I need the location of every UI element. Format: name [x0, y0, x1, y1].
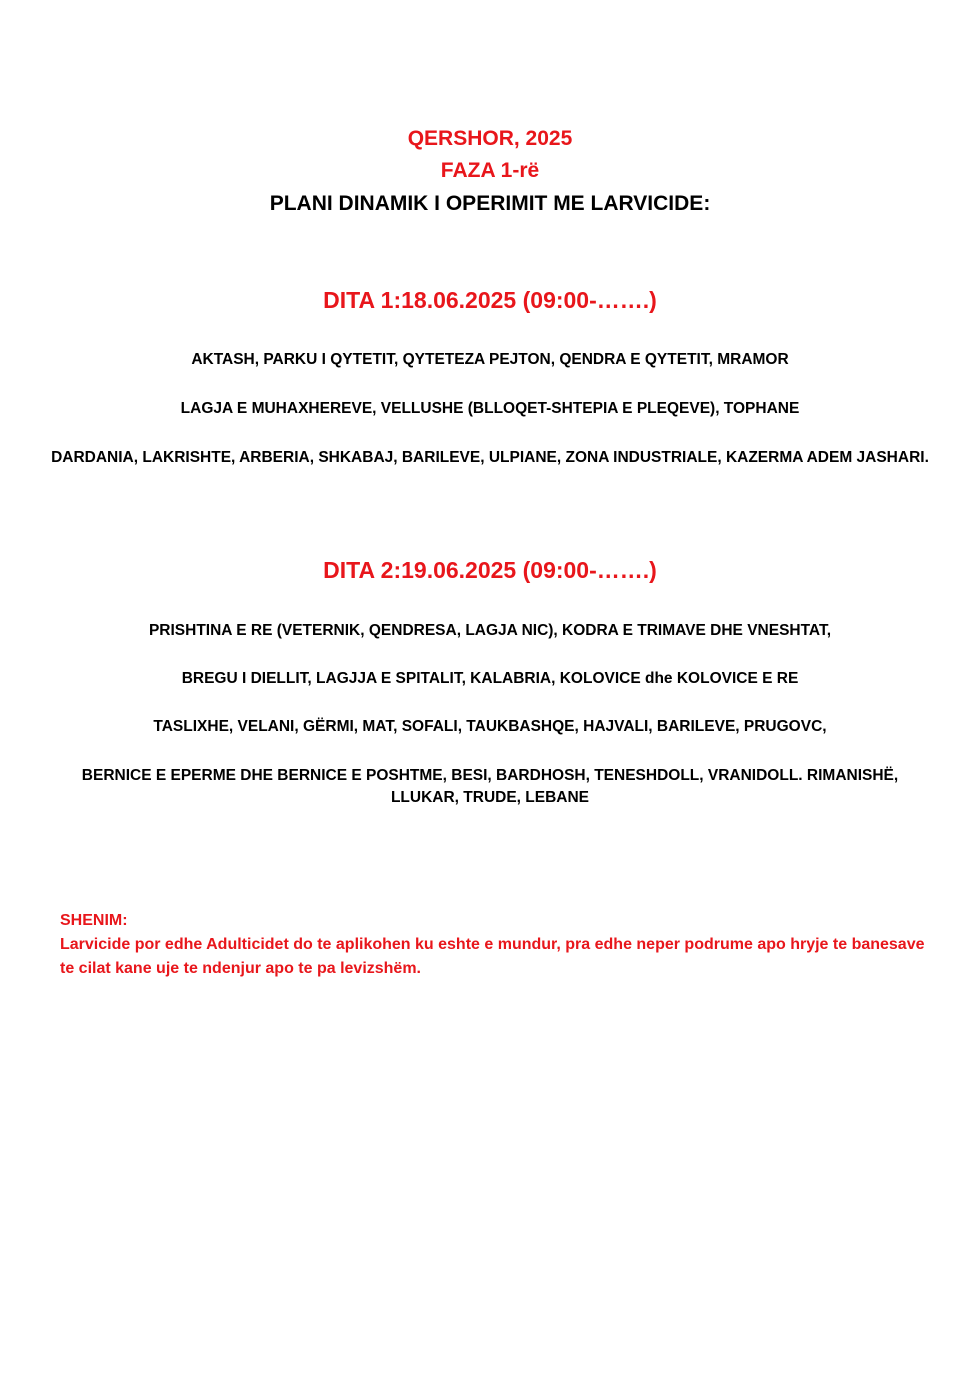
- note-text: Larvicide por edhe Adulticidet do te aplikohen ku eshte e mundur, pra edhe neper podrume apo hryje te banesave te cilat kane uje te ndenjur apo te pa levizshëm.: [60, 936, 925, 977]
- day2-area-line: TASLIXHE, VELANI, GËRMI, MAT, SOFALI, TAUKBASHQE, HAJVALI, BARILEVE, PRUGOVC,: [153, 718, 827, 735]
- day1-area-line: DARDANIA, LAKRISHTE, ARBERIA, SHKABAJ, BARILEVE, ULPIANE, ZONA INDUSTRIALE, KAZERMA ADEM JASHARI.: [51, 449, 929, 466]
- month-heading: QERSHOR, 2025: [407, 127, 573, 150]
- day2-area-line: BREGU I DIELLIT, LAGJJA E SPITALIT, KALABRIA, KOLOVICE dhe KOLOVICE E RE: [181, 670, 799, 687]
- day1-area-line: AKTASH, PARKU I QYTETIT, QYTETEZA PEJTON, QENDRA E QYTETIT, MRAMOR: [191, 351, 789, 368]
- day2-area-line: PRISHTINA E RE (VETERNIK, QENDRESA, LAGJA NIC), KODRA E TRIMAVE DHE VNESHTAT,: [148, 622, 832, 639]
- note-label: SHENIM:: [60, 912, 128, 929]
- day2-area-line: BERNICE E EPERME DHE BERNICE E POSHTME, BESI, BARDHOSH, TENESHDOLL, VRANIDOLL. RIMANISHË, LLUKAR, TRUDE, LEBANE: [81, 767, 899, 806]
- plan-title: PLANI DINAMIK I OPERIMIT ME LARVICIDE:: [269, 192, 711, 215]
- day1-area-line: LAGJA E MUHAXHEREVE, VELLUSHE (BLLOQET-SHTEPIA E PLEQEVE), TOPHANE: [180, 400, 800, 417]
- day2-heading: DITA 2:19.06.2025 (09:00-…….): [323, 557, 657, 583]
- day1-heading: DITA 1:18.06.2025 (09:00-…….): [323, 287, 657, 313]
- phase-heading: FAZA 1-rë: [440, 159, 540, 182]
